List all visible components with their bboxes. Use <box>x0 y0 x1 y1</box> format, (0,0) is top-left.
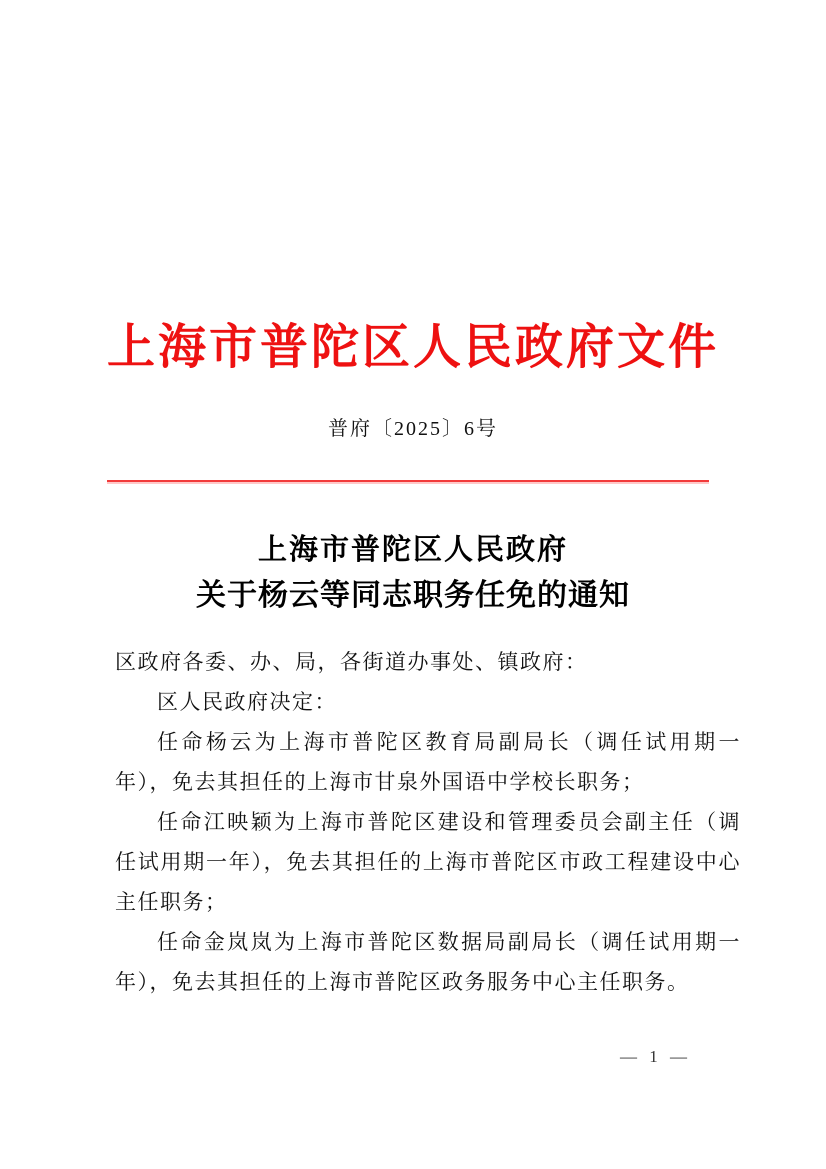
red-header-banner-title: 上海市普陀区人民政府文件 <box>106 321 719 374</box>
salutation-line: 区政府各委、办、局，各街道办事处、镇政府： <box>115 650 588 674</box>
document-title <box>0 528 826 618</box>
document-title-line2: 关于杨云等同志职务任免的通知 <box>196 579 630 612</box>
document-body <box>115 642 741 1002</box>
document-number: 普府〔2025〕6号 <box>328 418 498 440</box>
body-paragraph: 任命杨云为上海市普陀区教育局副局长（调任试用期一年），免去其担任的上海市甘泉外国语中学校长职务； <box>115 730 741 794</box>
body-paragraph: 任命江映颖为上海市普陀区建设和管理委员会副主任（调任试用期一年），免去其担任的上海市普陀区市政工程建设中心主任职务； <box>115 810 741 914</box>
body-paragraph: 任命金岚岚为上海市普陀区数据局副局长（调任试用期一年），免去其担任的上海市普陀区政务服务中心主任职务。 <box>115 930 741 994</box>
red-divider-rule <box>107 480 709 484</box>
page-number: — 1 — <box>620 1047 691 1066</box>
body-paragraph: 区人民政府决定： <box>157 690 337 714</box>
document-title-line1: 上海市普陀区人民政府 <box>257 534 568 566</box>
